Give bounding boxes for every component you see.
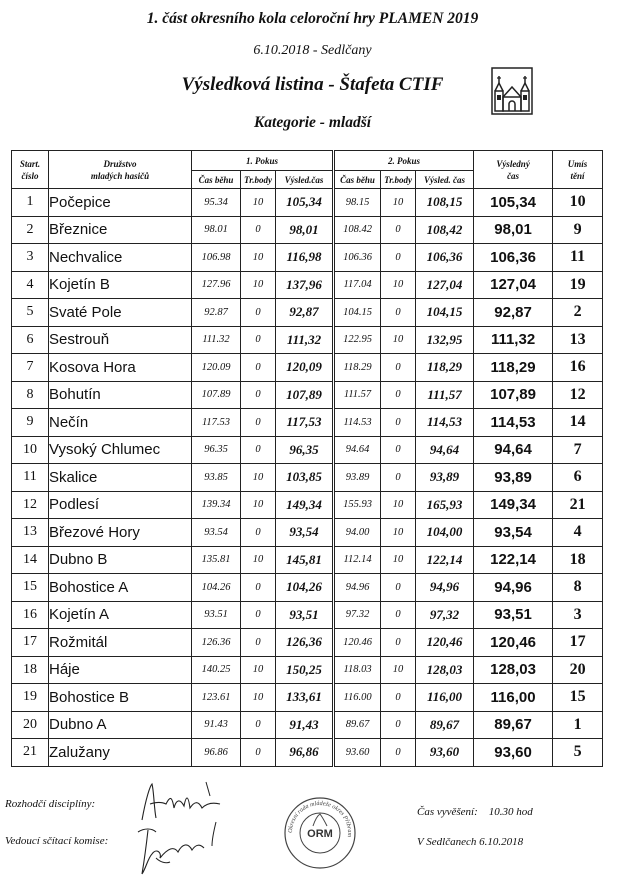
penalty-1-header: Tr.body — [241, 171, 276, 189]
result-time-2: 120,46 — [416, 629, 474, 657]
penalty-1: 0 — [241, 299, 276, 327]
table-row — [12, 711, 603, 739]
penalty-1: 0 — [241, 326, 276, 354]
result-time-1: 93,54 — [276, 519, 334, 547]
result-time-2-header: Výsled. čas — [416, 171, 474, 189]
place-date: V Sedlčanech 6.10.2018 — [417, 836, 524, 848]
result-time-1: 116,98 — [276, 244, 334, 272]
final-time: 111,32 — [474, 326, 553, 354]
run-time-2: 118.29 — [334, 354, 381, 382]
rank: 6 — [553, 464, 603, 492]
start-number: 5 — [12, 299, 49, 327]
penalty-2: 0 — [381, 684, 416, 712]
rank: 19 — [553, 271, 603, 299]
result-time-1: 91,43 — [276, 711, 334, 739]
start-number: 7 — [12, 354, 49, 382]
table-row — [12, 739, 603, 767]
team-name: Březnice — [49, 216, 192, 244]
penalty-1: 10 — [241, 271, 276, 299]
start-number: 18 — [12, 656, 49, 684]
final-time: 122,14 — [474, 546, 553, 574]
start-number: 16 — [12, 601, 49, 629]
result-time-1: 149,34 — [276, 491, 334, 519]
result-time-2: 94,64 — [416, 436, 474, 464]
start-number: 12 — [12, 491, 49, 519]
rank: 18 — [553, 546, 603, 574]
penalty-1: 0 — [241, 409, 276, 437]
penalty-2: 0 — [381, 711, 416, 739]
final-time: 92,87 — [474, 299, 553, 327]
final-time: 106,36 — [474, 244, 553, 272]
result-time-1: 96,35 — [276, 436, 334, 464]
team-name: Bohostice B — [49, 684, 192, 712]
start-number: 2 — [12, 216, 49, 244]
penalty-2: 0 — [381, 216, 416, 244]
rank: 11 — [553, 244, 603, 272]
result-time-2: 104,00 — [416, 519, 474, 547]
team-name: Vysoký Chlumec — [49, 436, 192, 464]
run-time-1: 127.96 — [192, 271, 241, 299]
table-row — [12, 436, 603, 464]
penalty-1: 0 — [241, 354, 276, 382]
result-time-1: 117,53 — [276, 409, 334, 437]
run-time-2: 97.32 — [334, 601, 381, 629]
result-time-2: 127,04 — [416, 271, 474, 299]
run-time-1: 104.26 — [192, 574, 241, 602]
result-time-1: 104,26 — [276, 574, 334, 602]
table-row — [12, 574, 603, 602]
result-time-2: 89,67 — [416, 711, 474, 739]
team-name: Zalužany — [49, 739, 192, 767]
rank: 2 — [553, 299, 603, 327]
final-time: 118,29 — [474, 354, 553, 382]
table-row — [12, 271, 603, 299]
result-time-1: 126,36 — [276, 629, 334, 657]
result-time-2: 104,15 — [416, 299, 474, 327]
judge-label: Rozhodčí disciplíny: — [5, 798, 96, 810]
run-time-1: 93.85 — [192, 464, 241, 492]
rank: 5 — [553, 739, 603, 767]
start-number: 11 — [12, 464, 49, 492]
table-row — [12, 629, 603, 657]
run-time-1: 91.43 — [192, 711, 241, 739]
result-time-2: 122,14 — [416, 546, 474, 574]
final-time: 89,67 — [474, 711, 553, 739]
penalty-1: 0 — [241, 739, 276, 767]
penalty-1: 0 — [241, 216, 276, 244]
table-row — [12, 381, 603, 409]
start-number-header: Start. číslo — [12, 151, 49, 189]
team-name: Bohostice A — [49, 574, 192, 602]
rank: 13 — [553, 326, 603, 354]
run-time-2: 108.42 — [334, 216, 381, 244]
run-time-1: 93.54 — [192, 519, 241, 547]
team-name: Kojetín A — [49, 601, 192, 629]
start-number: 17 — [12, 629, 49, 657]
penalty-2: 0 — [381, 409, 416, 437]
run-time-2: 117.04 — [334, 271, 381, 299]
penalty-2: 0 — [381, 354, 416, 382]
penalty-2: 0 — [381, 436, 416, 464]
penalty-2: 10 — [381, 491, 416, 519]
result-time-1: 105,34 — [276, 189, 334, 217]
run-time-2: 94.64 — [334, 436, 381, 464]
run-time-2: 122.95 — [334, 326, 381, 354]
final-time-header: Výsledný čas — [474, 151, 553, 189]
run-time-2: 94.00 — [334, 519, 381, 547]
run-time-2: 98.15 — [334, 189, 381, 217]
run-time-2: 112.14 — [334, 546, 381, 574]
table-row — [12, 354, 603, 382]
penalty-2-header: Tr.body — [381, 171, 416, 189]
final-time: 94,96 — [474, 574, 553, 602]
penalty-1: 0 — [241, 381, 276, 409]
run-time-1: 95.34 — [192, 189, 241, 217]
team-name: Háje — [49, 656, 192, 684]
result-time-2: 93,89 — [416, 464, 474, 492]
category-label: Kategorie - mladší — [253, 114, 372, 131]
team-header: Družstvo mladých hasičů — [49, 151, 192, 189]
result-time-1: 103,85 — [276, 464, 334, 492]
rank: 12 — [553, 381, 603, 409]
penalty-1: 10 — [241, 684, 276, 712]
start-number: 9 — [12, 409, 49, 437]
start-number: 1 — [12, 189, 49, 217]
run-time-2: 155.93 — [334, 491, 381, 519]
result-time-2: 106,36 — [416, 244, 474, 272]
run-time-1: 106.98 — [192, 244, 241, 272]
team-name: Kosova Hora — [49, 354, 192, 382]
table-row — [12, 244, 603, 272]
result-time-1: 137,96 — [276, 271, 334, 299]
start-number: 3 — [12, 244, 49, 272]
result-time-2: 108,15 — [416, 189, 474, 217]
final-time: 93,51 — [474, 601, 553, 629]
table-row — [12, 546, 603, 574]
penalty-1: 0 — [241, 629, 276, 657]
date-place: 6.10.2018 - Sedlčany — [253, 43, 372, 58]
stamp-ring-text: Okresní rada mládeže okres Příbram — [286, 799, 354, 838]
penalty-1: 0 — [241, 436, 276, 464]
result-time-1: 96,86 — [276, 739, 334, 767]
run-time-2: 93.60 — [334, 739, 381, 767]
team-name: Počepice — [49, 189, 192, 217]
start-number: 19 — [12, 684, 49, 712]
penalty-2: 10 — [381, 656, 416, 684]
counting-commission-label: Vedoucí sčítací komise: — [5, 835, 109, 847]
competition-title: 1. část okresního kola celoroční hry PLAMEN 2019 — [146, 10, 479, 27]
rank: 9 — [553, 216, 603, 244]
result-time-1: 98,01 — [276, 216, 334, 244]
penalty-2: 0 — [381, 244, 416, 272]
result-time-2: 114,53 — [416, 409, 474, 437]
run-time-2: 106.36 — [334, 244, 381, 272]
result-time-2: 94,96 — [416, 574, 474, 602]
start-number: 15 — [12, 574, 49, 602]
start-number: 10 — [12, 436, 49, 464]
penalty-1: 10 — [241, 244, 276, 272]
penalty-2: 10 — [381, 546, 416, 574]
result-time-1: 107,89 — [276, 381, 334, 409]
results-table — [11, 150, 603, 767]
penalty-1: 0 — [241, 601, 276, 629]
start-number: 13 — [12, 519, 49, 547]
result-time-1: 111,32 — [276, 326, 334, 354]
team-name: Sestrouň — [49, 326, 192, 354]
rank: 8 — [553, 574, 603, 602]
rank-header: Umís tění — [553, 151, 603, 189]
rank: 16 — [553, 354, 603, 382]
result-time-2: 165,93 — [416, 491, 474, 519]
penalty-2: 10 — [381, 271, 416, 299]
penalty-2: 0 — [381, 629, 416, 657]
final-time: 93,54 — [474, 519, 553, 547]
run-time-1: 126.36 — [192, 629, 241, 657]
result-time-1: 93,51 — [276, 601, 334, 629]
rank: 3 — [553, 601, 603, 629]
run-time-1-header: Čas běhu — [192, 171, 241, 189]
final-time: 127,04 — [474, 271, 553, 299]
penalty-1: 10 — [241, 491, 276, 519]
team-name: Dubno A — [49, 711, 192, 739]
team-name: Nečín — [49, 409, 192, 437]
penalty-1: 10 — [241, 189, 276, 217]
table-row — [12, 491, 603, 519]
penalty-1: 0 — [241, 574, 276, 602]
town-church-logo-icon — [491, 67, 533, 115]
run-time-1: 123.61 — [192, 684, 241, 712]
result-time-1: 92,87 — [276, 299, 334, 327]
table-row — [12, 656, 603, 684]
run-time-1: 120.09 — [192, 354, 241, 382]
penalty-2: 10 — [381, 519, 416, 547]
run-time-1: 96.35 — [192, 436, 241, 464]
run-time-2: 89.67 — [334, 711, 381, 739]
result-time-2: 97,32 — [416, 601, 474, 629]
table-row — [12, 519, 603, 547]
run-time-1: 93.51 — [192, 601, 241, 629]
team-name: Rožmitál — [49, 629, 192, 657]
run-time-1: 111.32 — [192, 326, 241, 354]
final-time: 98,01 — [474, 216, 553, 244]
table-row — [12, 299, 603, 327]
final-time: 93,60 — [474, 739, 553, 767]
table-row — [12, 189, 603, 217]
final-time: 149,34 — [474, 491, 553, 519]
table-row — [12, 464, 603, 492]
penalty-2: 0 — [381, 299, 416, 327]
final-time: 128,03 — [474, 656, 553, 684]
run-time-1: 140.25 — [192, 656, 241, 684]
commission-signature — [130, 818, 230, 878]
run-time-1: 107.89 — [192, 381, 241, 409]
run-time-1: 117.53 — [192, 409, 241, 437]
rank: 10 — [553, 189, 603, 217]
penalty-2: 0 — [381, 739, 416, 767]
team-name: Skalice — [49, 464, 192, 492]
penalty-1: 10 — [241, 464, 276, 492]
result-time-2: 116,00 — [416, 684, 474, 712]
result-time-1: 133,61 — [276, 684, 334, 712]
penalty-1: 10 — [241, 656, 276, 684]
penalty-2: 10 — [381, 326, 416, 354]
team-name: Podlesí — [49, 491, 192, 519]
orm-stamp-icon — [283, 796, 357, 870]
penalty-2: 0 — [381, 601, 416, 629]
result-time-2: 93,60 — [416, 739, 474, 767]
final-time: 105,34 — [474, 189, 553, 217]
stamp-center-text: ORM — [307, 828, 333, 840]
run-time-1: 96.86 — [192, 739, 241, 767]
final-time: 107,89 — [474, 381, 553, 409]
team-name: Březové Hory — [49, 519, 192, 547]
rank: 17 — [553, 629, 603, 657]
rank: 14 — [553, 409, 603, 437]
table-row — [12, 409, 603, 437]
result-time-2: 111,57 — [416, 381, 474, 409]
run-time-2-header: Čas běhu — [334, 171, 381, 189]
attempt-2-header: 2. Pokus — [334, 151, 474, 171]
team-name: Svaté Pole — [49, 299, 192, 327]
run-time-2: 114.53 — [334, 409, 381, 437]
posted-time-label: Čas vyvěšení: 10.30 hod — [417, 806, 533, 818]
rank: 20 — [553, 656, 603, 684]
run-time-1: 139.34 — [192, 491, 241, 519]
table-row — [12, 684, 603, 712]
run-time-1: 135.81 — [192, 546, 241, 574]
rank: 7 — [553, 436, 603, 464]
run-time-2: 118.03 — [334, 656, 381, 684]
penalty-2: 0 — [381, 464, 416, 492]
document-title: Výsledková listina - Štafeta CTIF — [181, 74, 444, 95]
start-number: 8 — [12, 381, 49, 409]
result-time-1: 145,81 — [276, 546, 334, 574]
table-row — [12, 601, 603, 629]
team-name: Dubno B — [49, 546, 192, 574]
result-time-1: 120,09 — [276, 354, 334, 382]
penalty-1: 0 — [241, 519, 276, 547]
run-time-2: 120.46 — [334, 629, 381, 657]
penalty-2: 0 — [381, 381, 416, 409]
final-time: 94,64 — [474, 436, 553, 464]
table-row — [12, 216, 603, 244]
start-number: 14 — [12, 546, 49, 574]
final-time: 120,46 — [474, 629, 553, 657]
start-number: 6 — [12, 326, 49, 354]
final-time: 93,89 — [474, 464, 553, 492]
penalty-2: 0 — [381, 574, 416, 602]
run-time-1: 98.01 — [192, 216, 241, 244]
penalty-1: 10 — [241, 546, 276, 574]
team-name: Nechvalice — [49, 244, 192, 272]
run-time-2: 111.57 — [334, 381, 381, 409]
start-number: 20 — [12, 711, 49, 739]
start-number: 21 — [12, 739, 49, 767]
run-time-2: 104.15 — [334, 299, 381, 327]
rank: 15 — [553, 684, 603, 712]
rank: 4 — [553, 519, 603, 547]
run-time-2: 94.96 — [334, 574, 381, 602]
result-time-2: 118,29 — [416, 354, 474, 382]
final-time: 116,00 — [474, 684, 553, 712]
start-number: 4 — [12, 271, 49, 299]
attempt-1-header: 1. Pokus — [192, 151, 334, 171]
result-time-1-header: Výsled.čas — [276, 171, 334, 189]
team-name: Kojetín B — [49, 271, 192, 299]
final-time: 114,53 — [474, 409, 553, 437]
penalty-1: 0 — [241, 711, 276, 739]
run-time-2: 93.89 — [334, 464, 381, 492]
rank: 21 — [553, 491, 603, 519]
result-time-2: 132,95 — [416, 326, 474, 354]
run-time-1: 92.87 — [192, 299, 241, 327]
team-name: Bohutín — [49, 381, 192, 409]
rank: 1 — [553, 711, 603, 739]
penalty-2: 10 — [381, 189, 416, 217]
result-time-2: 108,42 — [416, 216, 474, 244]
result-time-1: 150,25 — [276, 656, 334, 684]
run-time-2: 116.00 — [334, 684, 381, 712]
table-row — [12, 326, 603, 354]
result-time-2: 128,03 — [416, 656, 474, 684]
